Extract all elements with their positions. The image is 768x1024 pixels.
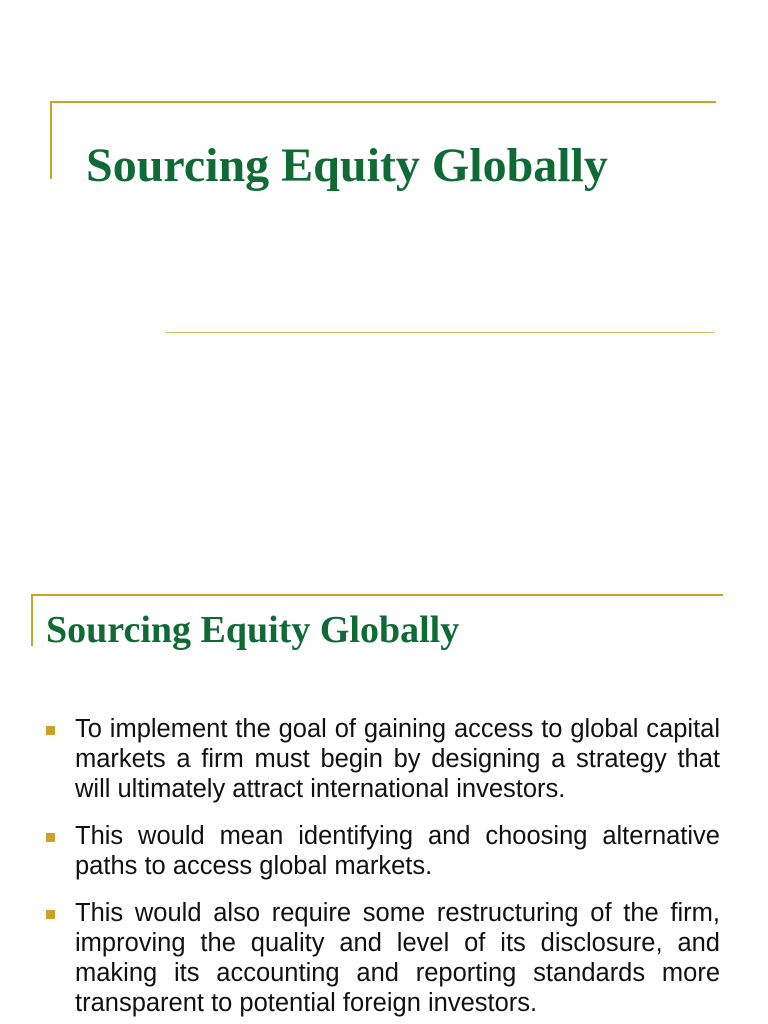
square-bullet-icon (46, 726, 55, 735)
square-bullet-icon (46, 833, 55, 842)
content-slide (0, 576, 768, 1024)
content-slide-top-rule (31, 594, 723, 596)
content-slide-heading: Sourcing Equity Globally (46, 609, 460, 651)
bullet-text: This would also require some restructuring of the firm, improving the quality and level of its disclosure, and making its accounting and reporting standards more transparent to potential foreign investors. (75, 899, 720, 1017)
title-slide-left-rule (50, 101, 52, 179)
content-slide-left-rule (31, 594, 33, 646)
square-bullet-icon (46, 910, 55, 919)
title-slide-heading: Sourcing Equity Globally (86, 139, 608, 192)
bullet-text: This would mean identifying and choosing alternative paths to access global markets. (75, 822, 720, 880)
bullet-list (46, 714, 720, 1024)
title-slide-subtitle-rule (166, 332, 714, 333)
bullet-item (46, 714, 720, 804)
bullet-item (46, 898, 720, 1018)
bullet-text: To implement the goal of gaining access to global capital markets a firm must begin by designing a strategy that will ultimately attract international investors. (75, 715, 720, 803)
bullet-item (46, 821, 720, 881)
title-slide-top-rule (50, 101, 716, 103)
